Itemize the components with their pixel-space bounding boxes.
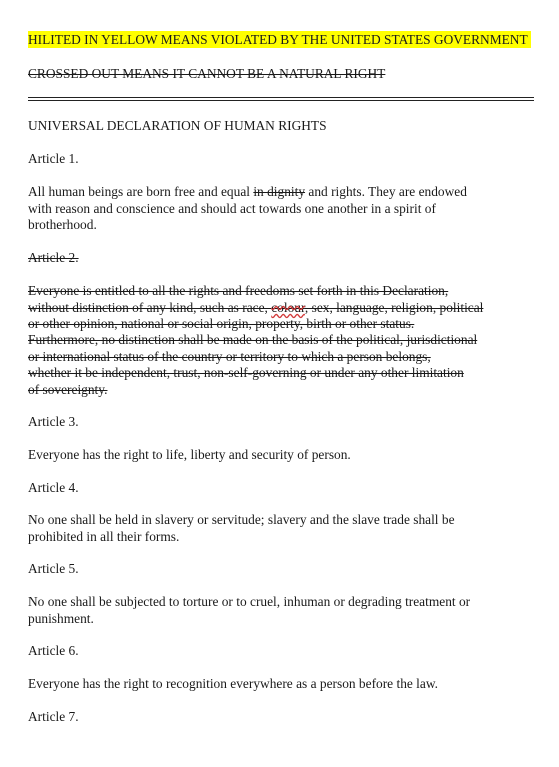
article-2-line-7: of sovereignty.: [28, 382, 108, 397]
article-7-heading: Article 7.: [28, 709, 79, 724]
article-2-line-5: or international status of the country or territory to which a person belongs,: [28, 349, 431, 364]
article-2-line-2: without distinction of any kind, such as race, colour, sex, language, religion, political: [28, 300, 484, 315]
divider-bottom: [28, 100, 534, 101]
spellcheck-word-colour: colour: [271, 300, 305, 315]
highlight-legend: [28, 32, 531, 48]
article-2-line-1: Everyone is entitled to all the rights and freedoms set forth in this Declaration,: [28, 283, 449, 298]
article-1-line-3: brotherhood.: [28, 217, 97, 232]
crossed-legend: CROSSED OUT MEANS IT CANNOT BE A NATURAL RIGHT: [28, 66, 386, 81]
divider-top: [28, 97, 534, 98]
document-title: UNIVERSAL DECLARATION OF HUMAN RIGHTS: [28, 118, 327, 133]
article-1-line-2: with reason and conscience and should act towards one another in a spirit of: [28, 201, 436, 216]
article-4-line-1: No one shall be held in slavery or servitude; slavery and the slave trade shall be: [28, 512, 455, 527]
article-3-heading: Article 3.: [28, 414, 79, 429]
article-4-line-2: prohibited in all their forms.: [28, 529, 180, 544]
article-6-heading: Article 6.: [28, 643, 79, 658]
article-2-heading: Article 2.: [28, 250, 79, 265]
article-5-line-2: punishment.: [28, 611, 94, 626]
article-1-struck-dignity: in dignity: [253, 184, 306, 199]
article-6-text: Everyone has the right to recognition everywhere as a person before the law.: [28, 676, 438, 691]
article-2-line-3: or other opinion, national or social origin, property, birth or other status.: [28, 316, 415, 331]
article-2-line-6: whether it be independent, trust, non-self-governing or under any other limitation: [28, 365, 464, 380]
article-4-heading: Article 4.: [28, 480, 79, 495]
article-1-line-1: [28, 184, 467, 200]
article-1-text-a: All human beings are born free and equal: [28, 184, 254, 199]
article-3-text: Everyone has the right to life, liberty and security of person.: [28, 447, 351, 462]
article-1-text-b: and rights. They are endowed: [305, 184, 467, 199]
highlight-legend-text: HILITED IN YELLOW MEANS VIOLATED BY THE UNITED STATES GOVERNMENT: [28, 31, 531, 48]
article-5-line-1: No one shall be subjected to torture or to cruel, inhuman or degrading treatment or: [28, 594, 471, 609]
article-2-line-4: Furthermore, no distinction shall be made on the basis of the political, jurisdictional: [28, 332, 478, 347]
article-1-heading: Article 1.: [28, 151, 79, 166]
article-5-heading: Article 5.: [28, 561, 79, 576]
